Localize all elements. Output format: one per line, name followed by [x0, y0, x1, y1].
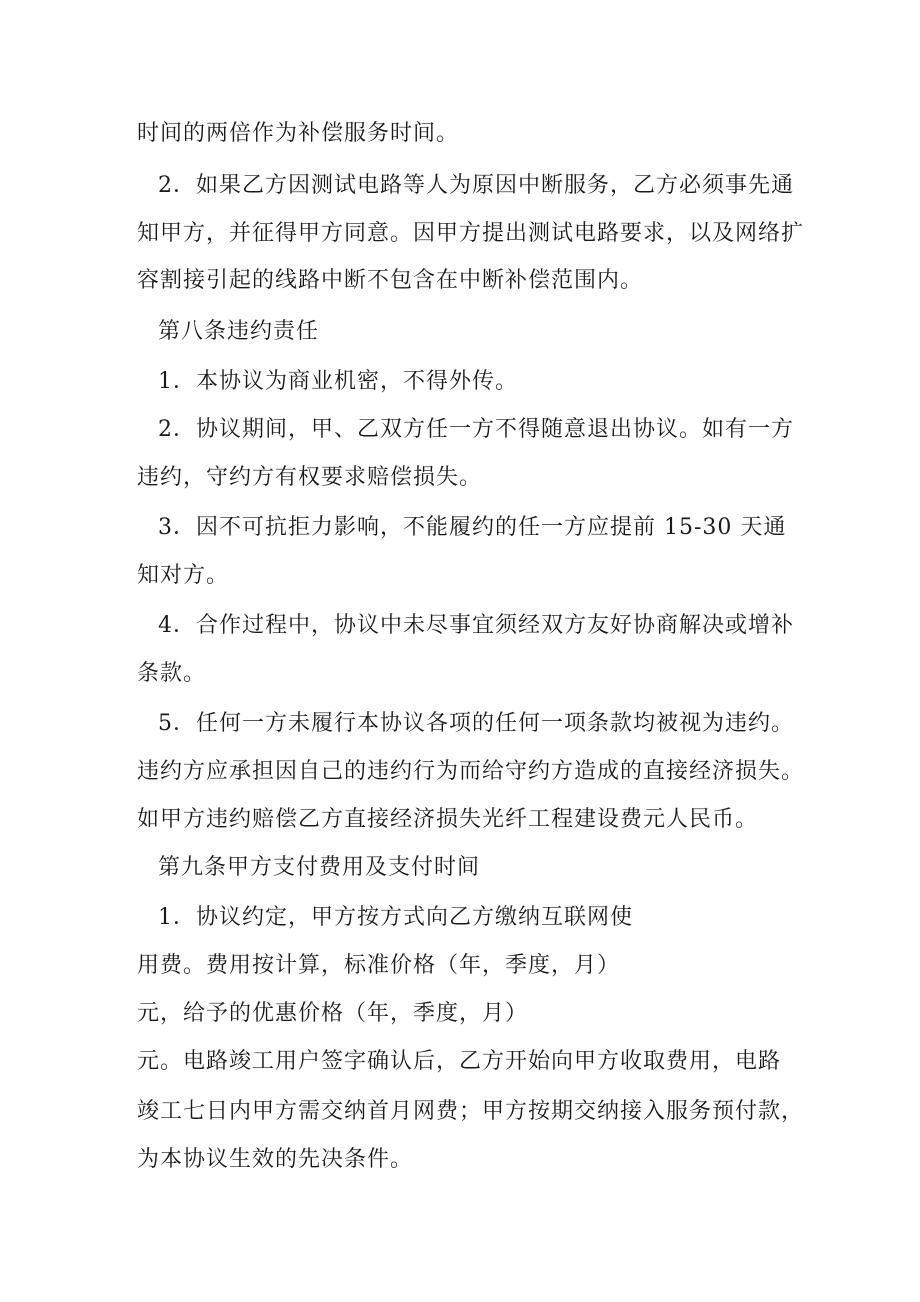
section-heading: 第八条违约责任	[158, 319, 320, 344]
text-line: 违约，守约方有权要求赔偿损失。	[137, 465, 483, 490]
text-line: 元。电路竣工用户签字确认后，乙方开始向甲方收取费用，电路	[137, 1049, 782, 1074]
text-line: 竣工七日内甲方需交纳首月网费；甲方按期交纳接入服务预付款，	[137, 1099, 805, 1124]
text-line: 容割接引起的线路中断不包含在中断补偿范围内。	[137, 268, 644, 293]
text-line: 1．本协议为商业机密，不得外传。	[158, 369, 518, 394]
text-line: 违约方应承担因自己的违约行为而给守约方造成的直接经济损失。	[137, 759, 805, 784]
text-line: 1．协议约定，甲方按方式向乙方缴纳互联网使	[158, 905, 633, 930]
text-line: 条款。	[137, 661, 207, 686]
text-line: 2．协议期间，甲、乙双方任一方不得随意退出协议。如有一方	[158, 417, 794, 442]
text-line: 为本协议生效的先决条件。	[137, 1147, 414, 1172]
section-heading: 第九条甲方支付费用及支付时间	[158, 855, 481, 880]
text-line: 3．因不可抗拒力影响，不能履约的任一方应提前 15-30 天通	[158, 515, 787, 540]
text-line: 如甲方违约赔偿乙方直接经济损失光纤工程建设费元人民币。	[137, 807, 759, 832]
text-line: 5．任何一方未履行本协议各项的任何一项条款均被视为违约。	[158, 711, 794, 736]
text-line: 知甲方，并征得甲方同意。因甲方提出测试电路要求，以及网络扩	[137, 221, 805, 246]
text-line: 用费。费用按计算，标准价格（年，季度，月）	[137, 953, 621, 978]
text-line: 元，给予的优惠价格（年，季度，月）	[137, 1001, 529, 1026]
text-line: 4．合作过程中，协议中未尽事宜须经双方友好协商解决或增补	[158, 613, 794, 638]
text-line: 时间的两倍作为补偿服务时间。	[137, 121, 460, 146]
text-line: 知对方。	[137, 563, 230, 588]
text-line: 2．如果乙方因测试电路等人为原因中断服务，乙方必须事先通	[158, 173, 794, 198]
